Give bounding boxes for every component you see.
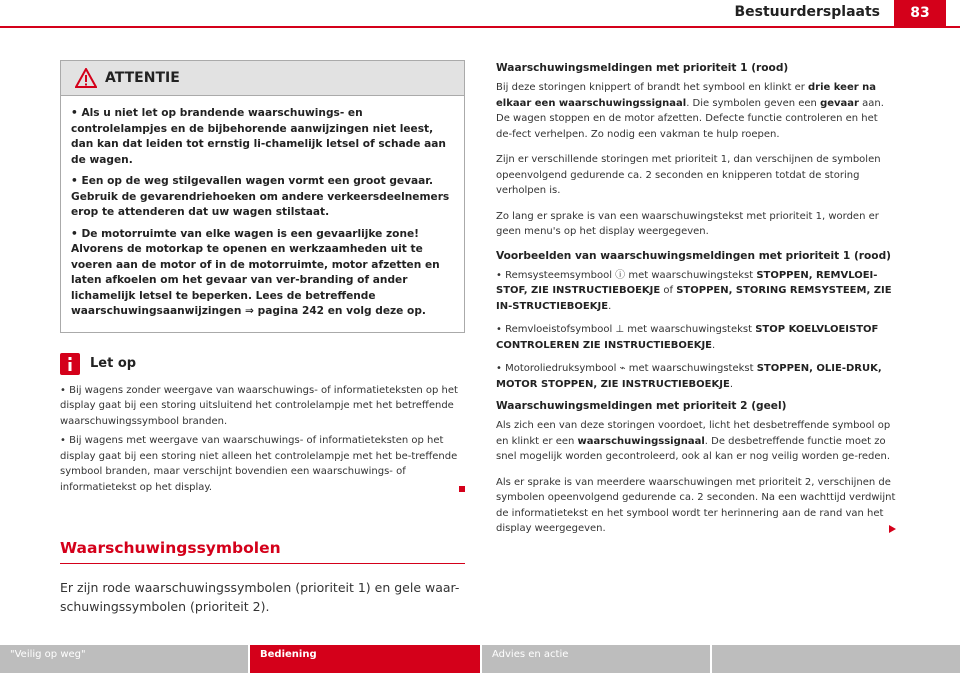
attention-body <box>61 96 464 332</box>
example-item <box>496 361 896 392</box>
tip-title: Let op <box>90 356 137 371</box>
footer-tab-bediening[interactable]: Bediening <box>250 645 480 673</box>
continue-arrow-icon <box>889 525 896 533</box>
text: . <box>608 300 612 312</box>
footer-tab-veilig-op-weg[interactable]: "Veilig op weg" <box>0 645 248 673</box>
tip-item: • Bij wagens zonder weergave van waarschuwings- of informatieteksten op het display gaat bij een storing uitsluitend het controlelampje met het betreffende waarschuwingssymbool branden. <box>60 384 458 427</box>
text: Als zich een van deze storingen voordoet, licht het desbetreffende symbool op en klinkt er een <box>496 420 891 447</box>
tip-item <box>60 433 465 495</box>
info-note-icon <box>60 353 80 375</box>
tip-item-text: • Bij wagens met weergave van waarschuwings- of informatieteksten op het display gaat bij een storing niet alleen het controlelampje met het be-treffende symbool branden, maar verschijnt bovendien een waarschuwings- of informatietekst op het display. <box>60 435 458 493</box>
emphasis: waarschuwingssignaal <box>577 435 705 447</box>
attention-title: ATTENTIE <box>105 70 180 86</box>
warning-text: STOPPEN, OLIE-DRUK, MOTOR STOPPEN, ZIE INSTRUCTIEBOEKJE <box>496 363 882 390</box>
footer-nav <box>0 645 960 673</box>
attention-item: • Een op de weg stilgevallen wagen vormt een groot gevaar. Gebruik de gevarendriehoeken om andere verkeersdeelnemers erop te attenderen dat uw wagen stilstaat. <box>71 175 450 218</box>
text: • Motoroliedruksymbool ⌁ met waarschuwingstekst <box>496 363 757 374</box>
text: . <box>712 339 716 351</box>
paragraph <box>496 475 896 537</box>
attention-item: • De motorruimte van elke wagen is een gevaarlijke zone! Alvorens de motorkap te openen en werkzaamheden uit te voeren aan de motor of in de motorruimte, motor afzetten en laten afkoelen om het gevaar van ver-branding of ander lichamelijk letsel te beperken. Lees de betreffende waarschuwingsaanwijzingen ⇒ pagina 242 en volg deze op. <box>71 227 440 317</box>
text: . De desbetreffende functie moet zo snel mogelijk worden gecontroleerd, ook al kan er nog veilig worden ge-reden. <box>496 435 891 462</box>
heading-priority-1: Waarschuwingsmeldingen met prioriteit 1 (rood) <box>496 62 789 74</box>
example-item <box>496 268 896 315</box>
warning-text: STOPPEN, STORING REMSYSTEEM, ZIE IN-STRUCTIEBOEKJE <box>496 285 892 312</box>
text: of <box>660 285 677 296</box>
paragraph <box>496 80 896 142</box>
left-column <box>60 60 465 629</box>
page-number: 83 <box>894 0 946 26</box>
text: Als er sprake is van meerdere waarschuwingen met prioriteit 2, verschijnen de symbolen opeenvolgend gedurende ca. 2 seconden. Na een wachttijd verdwijnt de informatietekst en het symbool wordt ter herinnering aan de rand van het display weergegeven. <box>496 476 896 534</box>
tip-header <box>60 353 465 375</box>
tip-block <box>60 353 465 496</box>
warning-text: STOP KOELVLOEISTOF CONTROLEREN ZIE INSTRUCTIEBOEKJE <box>496 324 879 351</box>
attention-header <box>61 61 464 96</box>
attention-item: • Als u niet let op brandende waarschuwings- en controlelampjes en de bijbehorende aanwijzingen niet leest, dan kan dat leiden tot ernstig li-chamelijk letsel of schade aan de wagen. <box>71 107 446 166</box>
text: . <box>729 378 733 390</box>
example-item <box>496 322 896 353</box>
heading-examples: Voorbeelden van waarschuwingsmeldingen met prioriteit 1 (rood) <box>496 249 891 262</box>
text: Bij deze storingen knippert of brandt het symbool en klinkt er <box>496 82 809 93</box>
footer-tab-extra[interactable] <box>712 645 960 673</box>
end-of-section-marker <box>459 486 465 492</box>
text: • Remsysteemsymbool ⓘ met waarschuwingstekst <box>496 269 757 281</box>
text: • Remvloeistofsymbool ⊥ met waarschuwingstekst <box>496 324 756 335</box>
paragraph: Zo lang er sprake is van een waarschuwingstekst met prioriteit 1, worden er geen menu's op het display weergegeven. <box>496 210 879 237</box>
paragraph <box>496 418 896 465</box>
text: . Die symbolen geven een <box>686 97 821 109</box>
text: aan. De wagen stoppen en de motor afzetten. Defecte functie controleren en het de-fect verhelpen. Zo nodig een vakman te hulp roepen. <box>496 97 884 140</box>
header-rule <box>0 26 960 28</box>
emphasis: gevaar <box>820 97 859 109</box>
emphasis: drie keer na elkaar een waarschuwingssignaal <box>496 82 877 109</box>
paragraph: Zijn er verschillende storingen met prioriteit 1, dan verschijnen de symbolen opeenvolgend gedurende ca. 2 seconden en knipperen totdat de storing verholpen is. <box>496 154 881 196</box>
warning-text: STOPPEN, REMVLOEI-STOF, ZIE INSTRUCTIEBOEKJE <box>496 269 878 296</box>
section-title: Waarschuwingssymbolen <box>60 539 465 564</box>
heading-priority-2: Waarschuwingsmeldingen met prioriteit 2 (geel) <box>496 400 787 412</box>
footer-tab-advies-en-actie[interactable]: Advies en actie <box>482 645 710 673</box>
page-header-title: Bestuurdersplaats <box>734 4 880 20</box>
section-intro: Er zijn rode waarschuwingssymbolen (prioriteit 1) en gele waar-schuwingssymbolen (prioriteit 2). <box>60 580 460 614</box>
attention-box <box>60 60 465 333</box>
right-column <box>496 62 896 547</box>
warning-triangle-icon <box>75 68 97 88</box>
